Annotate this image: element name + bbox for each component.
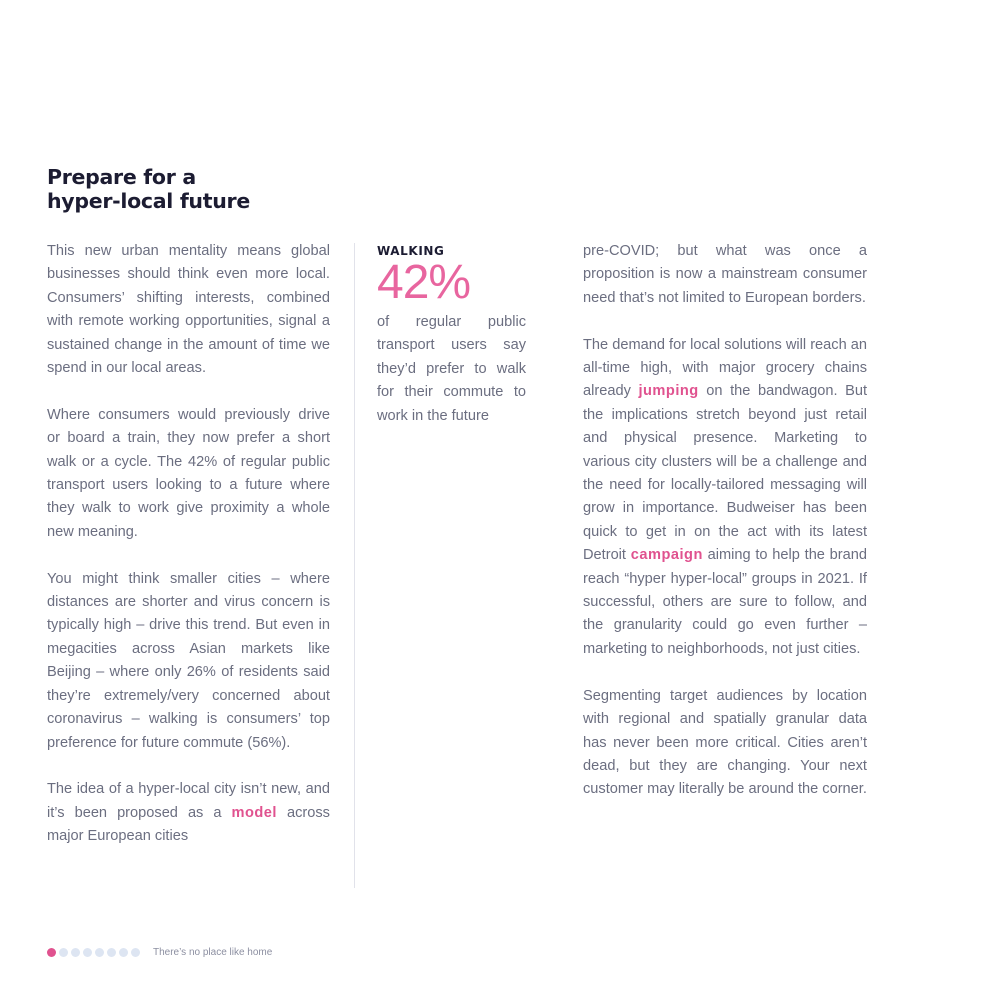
paragraph xyxy=(583,334,867,662)
stat-label: WALKING xyxy=(377,244,445,258)
paragraph-text: across major European cities xyxy=(47,804,330,845)
page-indicator xyxy=(47,948,140,957)
paragraph: This new urban mentality means global businesses should think even more local. Consumers’ shifting interests, combined with remote working opportunities, signal a sustained change in the amount of time we spend in our local areas. xyxy=(47,243,330,377)
model-link[interactable]: model xyxy=(231,804,277,821)
stat-callout xyxy=(377,241,526,428)
paragraph: Segmenting target audiences by location with regional and spatially granular data has never been more critical. Cities aren’t dead, but they are changing. Your next customer may literally be around the corner. xyxy=(583,687,867,798)
paragraph: pre-COVID; but what was once a proposition is now a mainstream consumer need that’s not limited to European borders. xyxy=(583,243,867,306)
page-dot[interactable] xyxy=(59,948,68,957)
page-dot[interactable] xyxy=(95,948,104,957)
page-dot[interactable] xyxy=(131,948,140,957)
title-line-1: Prepare for a xyxy=(47,165,196,189)
paragraph-text: The idea of a hyper-local city isn’t new, and it’s been proposed as a xyxy=(47,781,330,821)
column-divider xyxy=(354,243,355,888)
page-dot[interactable] xyxy=(107,948,116,957)
footer xyxy=(47,947,272,958)
page-dot[interactable] xyxy=(71,948,80,957)
campaign-link[interactable]: campaign xyxy=(630,547,703,564)
footer-label: There’s no place like home xyxy=(153,947,273,958)
column-right xyxy=(583,240,867,825)
paragraph-text: The demand for local solutions will reach an all-time high, with major grocery chains already xyxy=(583,336,867,400)
page-dot[interactable] xyxy=(119,948,128,957)
paragraph: You might think smaller cities – where distances are shorter and virus concern is typically high – drive this trend. But even in megacities across Asian markets like Beijing – where only 26% of residents said they’re extremely/very concerned about coronavirus – walking is consumers’ top preference for future commute (56%). xyxy=(47,570,330,751)
jumping-link[interactable]: jumping xyxy=(638,383,699,400)
page-title xyxy=(47,166,250,213)
paragraph xyxy=(47,778,330,848)
stat-value: 42% xyxy=(377,256,471,309)
page-dot[interactable] xyxy=(83,948,92,957)
title-line-2: hyper-local future xyxy=(47,188,250,213)
column-left xyxy=(47,240,330,872)
page-dot-active[interactable] xyxy=(47,948,56,957)
paragraph: Where consumers would previously drive or board a train, they now prefer a short walk or a cycle. The 42% of regular public transport users looking to a future where they walk to work give proximity a whole new meaning. xyxy=(47,406,330,540)
stat-description: of regular public transport users say they’d prefer to walk for their commute to work in the future xyxy=(377,314,526,424)
paragraph-text: on the bandwagon. But the implications stretch beyond just retail and physical presence. Marketing to various city clusters will be a challenge and the need for locally-tailored messaging will grow in importance. Budweiser has been quick to get in on the act with its latest Detroit xyxy=(583,383,867,564)
paragraph-text: aiming to help the brand reach “hyper hyper-local” groups in 2021. If successful, others are sure to follow, and the granularity could go even further – marketing to neighborhoods, not just cities. xyxy=(583,547,868,657)
